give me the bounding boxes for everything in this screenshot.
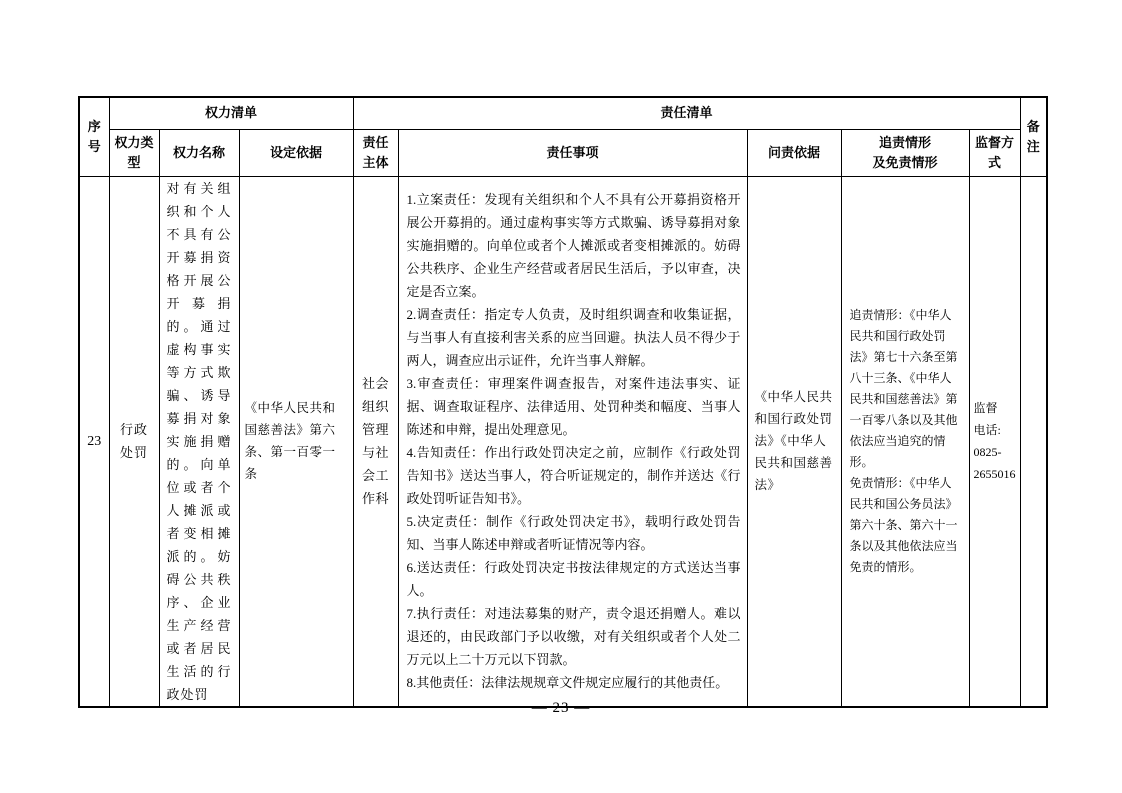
text-line: 免责情形：《中华人民共和国公务员法》第六十条、第六十一条以及其他依法应当免责的情形。 [849,475,958,574]
text-line: 4.告知责任：作出行政处罚决定之前，应制作《行政处罚告知书》送达当事人，符合听证规定的，制作并送达《行政处罚听证告知书》。 [406,445,741,506]
accountability-situations-cell [841,176,969,707]
text-line: 6.送达责任：行政处罚决定书按法律规定的方式送达当事人。 [406,560,741,598]
col-group-responsibility-list: 责任清单 [353,97,1020,129]
remarks-cell [1020,176,1047,707]
responsibility-items-cell [398,176,747,707]
text-line: 7.执行责任：对违法募集的财产，责令退还捐赠人。难以退还的，由民政部门予以收缴，对有关组织或者个人处二万元以上二十万元以下罚款。 [406,606,741,667]
col-header-power-type: 权力类型 [109,129,159,176]
col-header-responsible-body: 责任主体 [353,129,398,176]
col-header-accountability-basis: 问责依据 [747,129,841,176]
col-header-accountability-situations: 追责情形 及免责情形 [841,129,969,176]
col-header-supervision-method: 监督方式 [969,129,1020,176]
text-line: 8.其他责任：法律法规规章文件规定应履行的其他责任。 [406,675,729,690]
col-header-serial: 序号 [79,97,109,176]
text-line: 2.调查责任：指定专人负责，及时组织调查和收集证据，与当事人有直接利害关系的应当回避。执法人员不得少于两人，调查应出示证件，允许当事人辩解。 [406,307,741,368]
col-header-setting-basis: 设定依据 [239,129,353,176]
text-line: 5.决定责任：制作《行政处罚决定书》，载明行政处罚告知、当事人陈述申辩或者听证情况等内容。 [406,514,741,552]
col-header-power-name: 权力名称 [159,129,239,176]
power-name-cell: 对有关组织和个人不具有公开募捐资格开展公开募捐的。通过虚构事实等方式欺骗、诱导募捐对象实施捐赠的。向单位或者个人摊派或者变相摊派的。妨碍公共秩序、企业生产经营或者居民生活的行政处罚 [159,176,239,707]
text-line: 1.立案责任：发现有关组织和个人不具有公开募捐资格开展公开募捐的。通过虚构事实等方式欺骗、诱导募捐对象实施捐赠的。向单位或者个人摊派或者变相摊派的。妨碍公共秩序、企业生产经营或者居民生活后，予以审查，决定是否立案。 [406,192,741,299]
col-group-power-list: 权力清单 [109,97,353,129]
col-header-remarks: 备注 [1020,97,1047,176]
serial-cell: 23 [79,176,109,707]
text-line: 追责情形：《中华人民共和国行政处罚法》第七十六条至第八十三条、《中华人民共和国慈善法》第一百零八条以及其他依法应当追究的情形。 [849,307,958,469]
setting-basis-cell: 《中华人民共和国慈善法》第六条、第一百零一条 [239,176,353,707]
power-type-cell: 行政处罚 [109,176,159,707]
supervision-method-cell: 监督 电话: 0825- 2655016 [969,176,1020,707]
power-responsibility-table [78,96,1048,708]
page-number: — 23 — [531,700,591,716]
table-row [79,176,1047,707]
col-header-responsibility-items: 责任事项 [398,129,747,176]
text-line: 3.审查责任：审理案件调查报告，对案件违法事实、证据、调查取证程序、法律适用、处罚种类和幅度、当事人陈述和申辩，提出处理意见。 [406,376,741,437]
responsible-body-cell: 社会组织管理与社会工作科 [353,176,398,707]
accountability-basis-cell: 《中华人民共和国行政处罚法》《中华人民共和国慈善法》 [747,176,841,707]
